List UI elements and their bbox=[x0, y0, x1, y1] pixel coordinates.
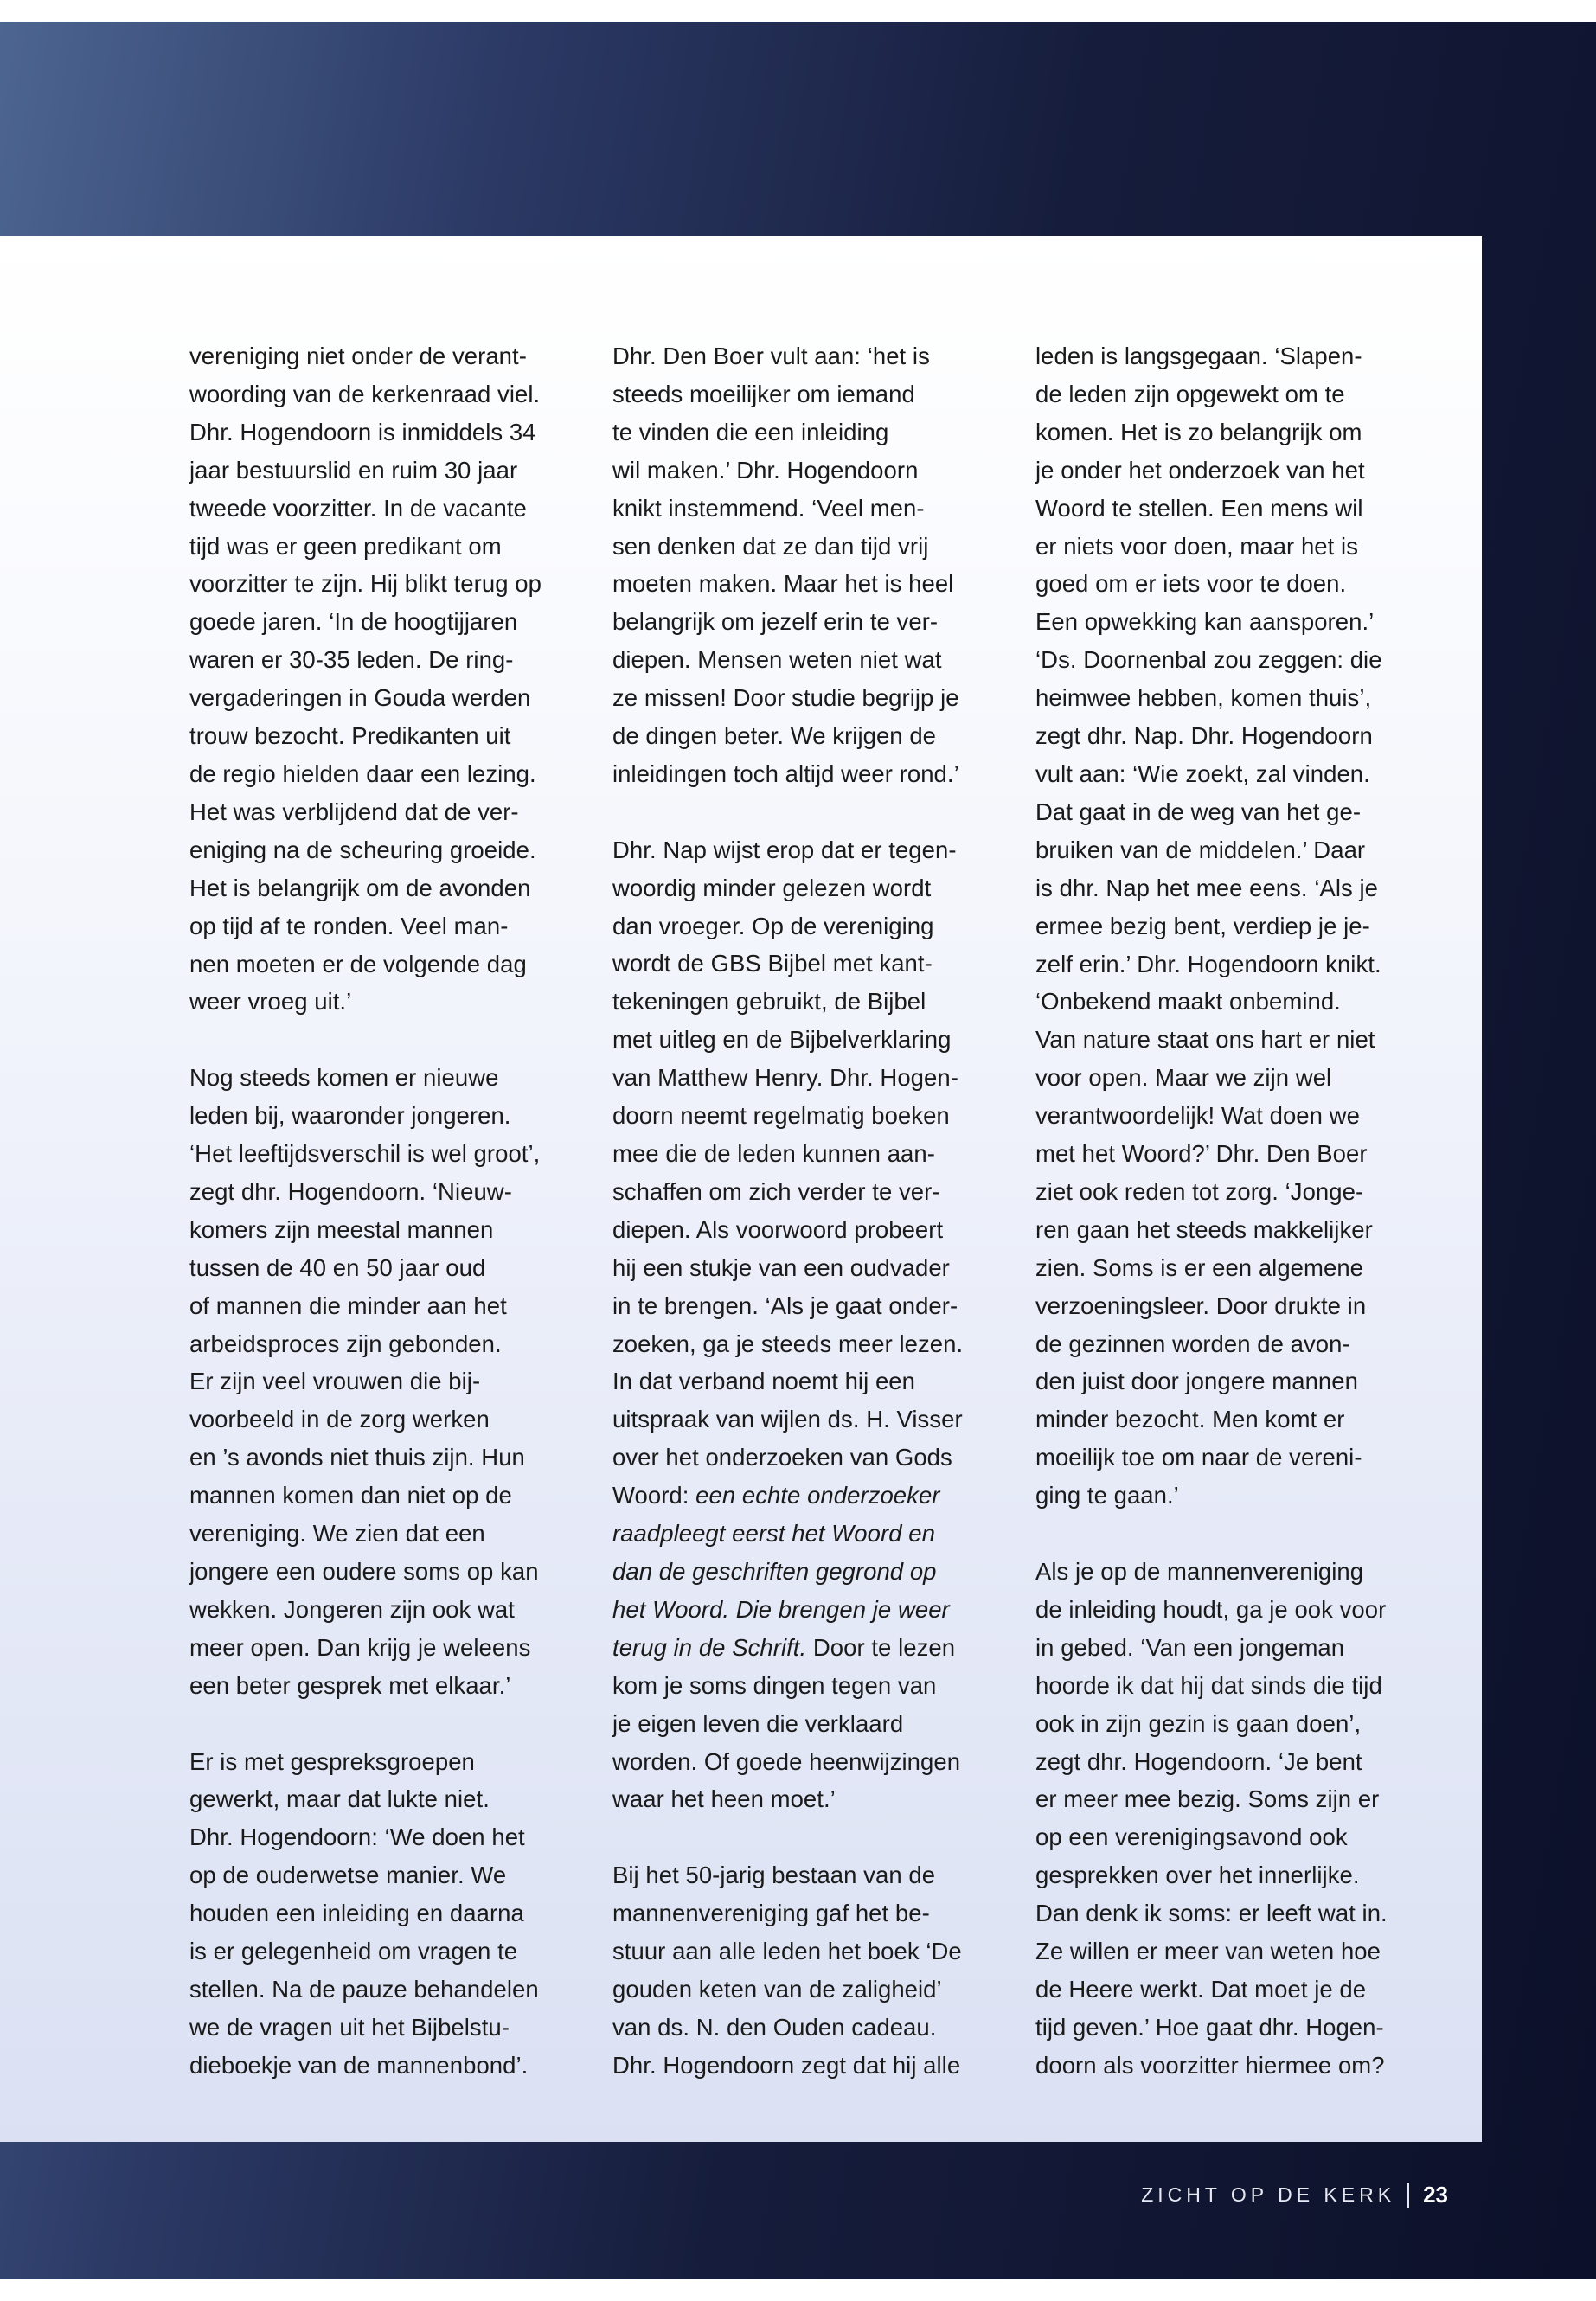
text-column-1 bbox=[189, 337, 570, 2085]
text-line: belangrijk om jezelf erin te ver- bbox=[612, 608, 939, 636]
text-line: tijd was er geen predikant om bbox=[189, 532, 502, 560]
paragraph bbox=[189, 1743, 570, 2085]
text-line: zelf erin.’ Dhr. Hogendoorn knikt. bbox=[1035, 950, 1381, 977]
text-line: de gezinnen worden de avon- bbox=[1035, 1330, 1350, 1357]
text-line: de regio hielden daar een lezing. bbox=[189, 760, 536, 787]
text-line: wil maken.’ Dhr. Hogendoorn bbox=[612, 456, 919, 484]
text-line: komers zijn meestal mannen bbox=[189, 1215, 494, 1243]
text-line: ook in zijn gezin is gaan doen’, bbox=[1035, 1709, 1362, 1737]
text-line: goed om er iets voor te doen. bbox=[1035, 570, 1347, 598]
text-line: Als je op de mannenvereniging bbox=[1035, 1557, 1364, 1585]
text-line: gouden keten van de zaligheid’ bbox=[612, 1975, 942, 2003]
text-line: ziet ook reden tot zorg. ‘Jonge- bbox=[1035, 1177, 1364, 1205]
text-line: komen. Het is zo belangrijk om bbox=[1035, 418, 1362, 445]
text-line: gewerkt, maar dat lukte niet. bbox=[189, 1785, 490, 1813]
text-line: we de vragen uit het Bijbelstu- bbox=[189, 2013, 510, 2041]
text-line: diepen. Mensen weten niet wat bbox=[612, 646, 942, 674]
text-line bbox=[612, 1515, 993, 1553]
text-line: Het was verblijdend dat de ver- bbox=[189, 798, 519, 825]
text-line: de inleiding houdt, ga je ook voor bbox=[1035, 1595, 1387, 1623]
text-line: Het is belangrijk om de avonden bbox=[189, 874, 531, 901]
text-line: mannen komen dan niet op de bbox=[189, 1482, 512, 1509]
text-span: Woord: bbox=[612, 1482, 696, 1509]
quote-text: het Woord. Die brengen je weer bbox=[612, 1595, 950, 1623]
text-line: Dhr. Den Boer vult aan: ‘het is bbox=[612, 343, 930, 369]
text-line: zegt dhr. Nap. Dhr. Hogendoorn bbox=[1035, 722, 1373, 750]
text-line: of mannen die minder aan het bbox=[189, 1292, 507, 1319]
footer-divider bbox=[1407, 2183, 1409, 2208]
text-line: voor open. Maar we zijn wel bbox=[1035, 1064, 1332, 1092]
text-line: een beter gesprek met elkaar.’ bbox=[189, 1671, 511, 1699]
text-line bbox=[612, 1629, 993, 1667]
text-line: Dhr. Nap wijst erop dat er tegen- bbox=[612, 836, 957, 863]
text-line: over het onderzoeken van Gods bbox=[612, 1444, 952, 1471]
text-line: stellen. Na de pauze behandelen bbox=[189, 1975, 539, 2003]
text-line: inleidingen toch altijd weer rond.’ bbox=[612, 760, 959, 787]
text-line: er meer mee bezig. Soms zijn er bbox=[1035, 1785, 1380, 1813]
text-line: leden bij, waaronder jongeren. bbox=[189, 1102, 511, 1130]
text-line: trouw bezocht. Predikanten uit bbox=[189, 722, 511, 750]
paragraph bbox=[612, 831, 993, 1819]
text-line: met het Woord?’ Dhr. Den Boer bbox=[1035, 1140, 1368, 1168]
text-line: tijd geven.’ Hoe gaat dhr. Hogen- bbox=[1035, 2013, 1384, 2041]
text-line: van ds. N. den Ouden cadeau. bbox=[612, 2013, 937, 2041]
text-line: je onder het onderzoek van het bbox=[1035, 456, 1365, 484]
text-line: dan vroeger. Op de vereniging bbox=[612, 912, 934, 939]
text-line: verantwoordelijk! Wat doen we bbox=[1035, 1102, 1360, 1130]
quote-text: een echte onderzoeker bbox=[695, 1482, 940, 1509]
text-line: arbeidsproces zijn gebonden. bbox=[189, 1330, 502, 1357]
text-line: leden is langsgegaan. ‘Slapen- bbox=[1035, 343, 1362, 369]
text-line: hij een stukje van een oudvader bbox=[612, 1253, 950, 1281]
text-line: ze missen! Door studie begrijp je bbox=[612, 684, 959, 712]
text-line: heimwee hebben, komen thuis’, bbox=[1035, 684, 1372, 712]
text-line: met uitleg en de Bijbelverklaring bbox=[612, 1026, 952, 1054]
text-line: verzoeningsleer. Door drukte in bbox=[1035, 1292, 1367, 1319]
magazine-title: ZICHT OP DE KERK bbox=[1141, 2183, 1396, 2206]
text-line: Een opwekking kan aansporen.’ bbox=[1035, 608, 1375, 636]
text-line: je eigen leven die verklaard bbox=[612, 1709, 904, 1737]
page-footer bbox=[1141, 2182, 1448, 2208]
text-line: nen moeten er de volgende dag bbox=[189, 950, 527, 977]
text-line: Dhr. Hogendoorn: ‘We doen het bbox=[189, 1823, 525, 1851]
text-line: Dhr. Hogendoorn is inmiddels 34 bbox=[189, 418, 536, 445]
text-line: voorzitter te zijn. Hij blikt terug op bbox=[189, 570, 542, 598]
text-line: in te brengen. ‘Als je gaat onder- bbox=[612, 1292, 958, 1319]
text-line: de dingen beter. We krijgen de bbox=[612, 722, 937, 750]
text-line: uitspraak van wijlen ds. H. Visser bbox=[612, 1406, 963, 1433]
text-line: jongere een oudere soms op kan bbox=[189, 1557, 539, 1585]
page-number: 23 bbox=[1423, 2182, 1448, 2208]
paragraph bbox=[1035, 1553, 1416, 2085]
text-line: wekken. Jongeren zijn ook wat bbox=[189, 1595, 515, 1623]
text-line: voorbeeld in de zorg werken bbox=[189, 1406, 490, 1433]
text-line: te vinden die een inleiding bbox=[612, 418, 889, 445]
text-line: Dat gaat in de weg van het ge- bbox=[1035, 798, 1362, 825]
text-line: kom je soms dingen tegen van bbox=[612, 1671, 937, 1699]
text-line: is dhr. Nap het mee eens. ‘Als je bbox=[1035, 874, 1379, 901]
paragraph bbox=[189, 337, 570, 1021]
text-line: op tijd af te ronden. Veel man- bbox=[189, 912, 509, 939]
text-line: zegt dhr. Hogendoorn. ‘Je bent bbox=[1035, 1747, 1362, 1775]
text-line: doorn als voorzitter hiermee om? bbox=[1035, 2051, 1385, 2079]
paragraph bbox=[612, 1856, 993, 2084]
text-line: meer open. Dan krijg je weleens bbox=[189, 1633, 531, 1661]
text-line: goede jaren. ‘In de hoogtijjaren bbox=[189, 608, 518, 636]
text-line: Nog steeds komen er nieuwe bbox=[189, 1064, 499, 1092]
text-line: hoorde ik dat hij dat sinds die tijd bbox=[1035, 1671, 1382, 1699]
text-line: vereniging. We zien dat een bbox=[189, 1520, 485, 1548]
text-line: gesprekken over het innerlijke. bbox=[1035, 1862, 1360, 1889]
text-line: de leden zijn opgewekt om te bbox=[1035, 380, 1345, 407]
text-line: op de ouderwetse manier. We bbox=[189, 1862, 507, 1889]
text-line: tekeningen gebruikt, de Bijbel bbox=[612, 988, 926, 1016]
text-line: ‘Het leeftijdsverschil is wel groot’, bbox=[189, 1140, 541, 1168]
text-line: minder bezocht. Men komt er bbox=[1035, 1406, 1345, 1433]
text-line: sen denken dat ze dan tijd vrij bbox=[612, 532, 929, 560]
text-line: de Heere werkt. Dat moet je de bbox=[1035, 1975, 1367, 2003]
text-line: ‘Onbekend maakt onbemind. bbox=[1035, 988, 1341, 1016]
text-line: Bij het 50-jarig bestaan van de bbox=[612, 1862, 936, 1889]
text-line: waren er 30-35 leden. De ring- bbox=[189, 646, 514, 674]
text-line: mannenvereniging gaf het be- bbox=[612, 1900, 930, 1927]
text-line: jaar bestuurslid en ruim 30 jaar bbox=[189, 456, 518, 484]
text-line: den juist door jongere mannen bbox=[1035, 1368, 1358, 1395]
text-line: diepen. Als voorwoord probeert bbox=[612, 1215, 944, 1243]
text-line: vergaderingen in Gouda werden bbox=[189, 684, 531, 712]
text-line: ging te gaan.’ bbox=[1035, 1482, 1179, 1509]
text-line: knikt instemmend. ‘Veel men- bbox=[612, 494, 925, 522]
text-line: eniging na de scheuring groeide. bbox=[189, 836, 536, 863]
text-line: dieboekje van de mannenbond’. bbox=[189, 2051, 529, 2079]
text-line: bruiken van de middelen.’ Daar bbox=[1035, 836, 1366, 863]
text-line: ‘Ds. Doornenbal zou zeggen: die bbox=[1035, 646, 1382, 674]
text-line: zoeken, ga je steeds meer lezen. bbox=[612, 1330, 964, 1357]
text-line: Er zijn veel vrouwen die bij- bbox=[189, 1368, 481, 1395]
text-line: van Matthew Henry. Dhr. Hogen- bbox=[612, 1064, 958, 1092]
text-line: Woord te stellen. Een mens wil bbox=[1035, 494, 1363, 522]
quote-text: terug in de Schrift. bbox=[612, 1633, 807, 1661]
paragraph bbox=[1035, 337, 1416, 1515]
text-line: woording van de kerkenraad viel. bbox=[189, 380, 541, 407]
quote-text: raadpleegt eerst het Woord en bbox=[612, 1520, 935, 1548]
text-line: zegt dhr. Hogendoorn. ‘Nieuw- bbox=[189, 1177, 512, 1205]
text-line: wordt de GBS Bijbel met kant- bbox=[612, 950, 933, 977]
text-line: stuur aan alle leden het boek ‘De bbox=[612, 1938, 962, 1965]
text-line: steeds moeilijker om iemand bbox=[612, 380, 915, 407]
text-line: houden een inleiding en daarna bbox=[189, 1900, 524, 1927]
text-line: weer vroeg uit.’ bbox=[189, 988, 352, 1016]
text-line: mee die de leden kunnen aan- bbox=[612, 1140, 935, 1168]
text-line: moeilijk toe om naar de vereni- bbox=[1035, 1444, 1362, 1471]
text-line bbox=[612, 1591, 993, 1629]
text-span: Door te lezen bbox=[806, 1633, 956, 1661]
text-line: tweede voorzitter. In de vacante bbox=[189, 494, 527, 522]
text-column-3 bbox=[1035, 337, 1416, 2085]
text-line: op een verenigingsavond ook bbox=[1035, 1823, 1348, 1851]
paragraph bbox=[189, 1059, 570, 1704]
text-line bbox=[612, 1477, 993, 1515]
text-line: zien. Soms is er een algemene bbox=[1035, 1253, 1364, 1281]
text-line: Van nature staat ons hart er niet bbox=[1035, 1026, 1375, 1054]
text-line: doorn neemt regelmatig boeken bbox=[612, 1102, 950, 1130]
text-line: ermee bezig bent, verdiep je je- bbox=[1035, 912, 1370, 939]
paragraph bbox=[612, 337, 993, 793]
text-line: Er is met gespreksgroepen bbox=[189, 1747, 475, 1775]
text-line: waar het heen moet.’ bbox=[612, 1785, 836, 1813]
text-line: in gebed. ‘Van een jongeman bbox=[1035, 1633, 1345, 1661]
text-line: In dat verband noemt hij een bbox=[612, 1368, 915, 1395]
quote-text: dan de geschriften gegrond op bbox=[612, 1557, 937, 1585]
text-line: Dhr. Hogendoorn zegt dat hij alle bbox=[612, 2051, 961, 2079]
text-line: en ’s avonds niet thuis zijn. Hun bbox=[189, 1444, 525, 1471]
text-column-2 bbox=[612, 337, 993, 2085]
text-line: tussen de 40 en 50 jaar oud bbox=[189, 1253, 486, 1281]
text-line: schaffen om zich verder te ver- bbox=[612, 1177, 940, 1205]
text-line: moeten maken. Maar het is heel bbox=[612, 570, 954, 598]
text-line: is er gelegenheid om vragen te bbox=[189, 1938, 518, 1965]
text-line: ren gaan het steeds makkelijker bbox=[1035, 1215, 1373, 1243]
text-line: vult aan: ‘Wie zoekt, zal vinden. bbox=[1035, 760, 1370, 787]
text-line bbox=[612, 1553, 993, 1591]
text-line: vereniging niet onder de verant- bbox=[189, 343, 527, 369]
text-line: Dan denk ik soms: er leeft wat in. bbox=[1035, 1900, 1388, 1927]
text-line: worden. Of goede heenwijzingen bbox=[612, 1747, 961, 1775]
text-line: Ze willen er meer van weten hoe bbox=[1035, 1938, 1381, 1965]
text-line: woordig minder gelezen wordt bbox=[612, 874, 932, 901]
text-line: er niets voor doen, maar het is bbox=[1035, 532, 1358, 560]
